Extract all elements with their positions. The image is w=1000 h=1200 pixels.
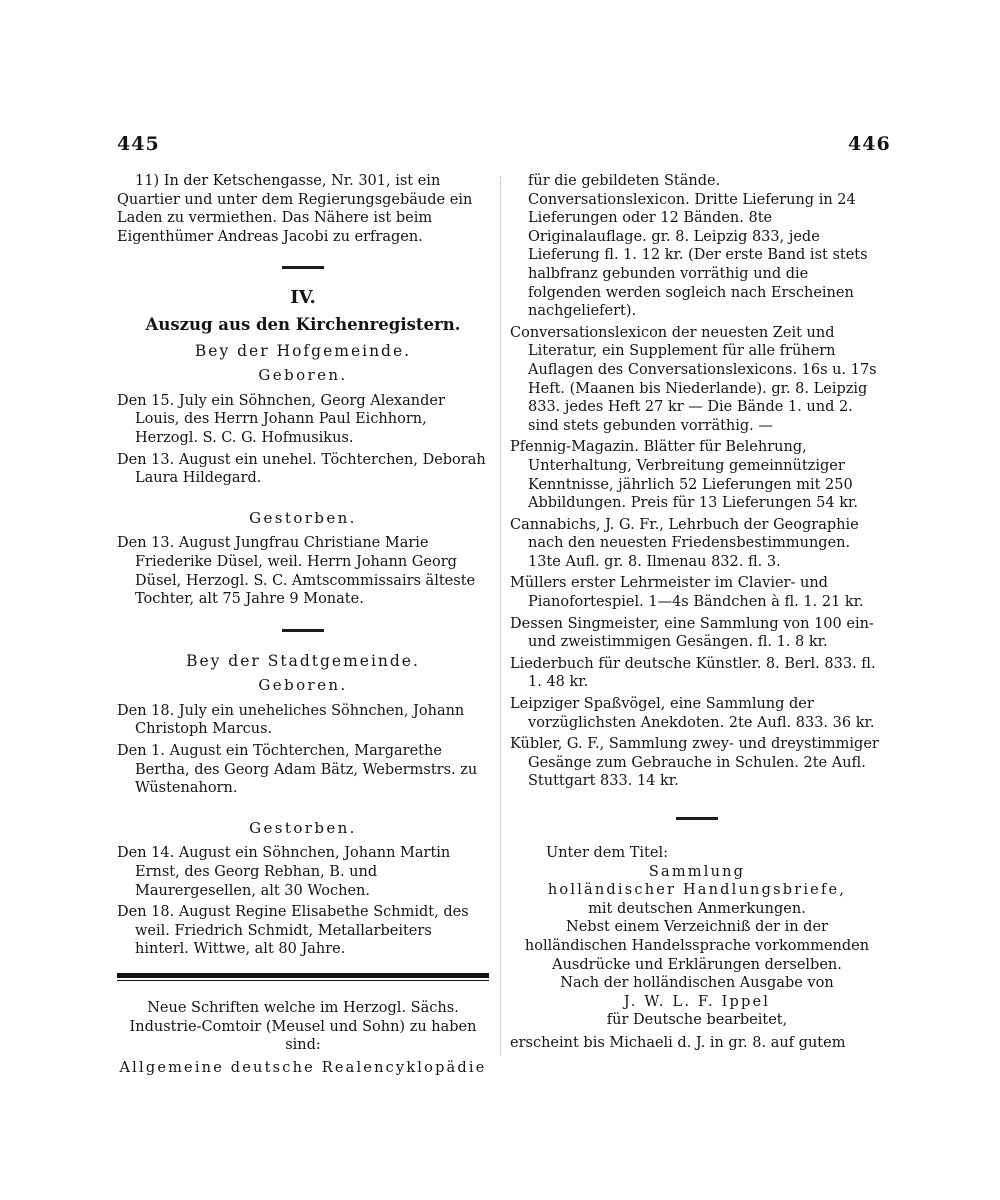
geboren-heading: Geboren.	[258, 366, 348, 385]
birth-entry: Den 15. July ein Söhnchen, Georg Alexander Louis, des Herrn Johann Paul Eichhorn, Herzogl. S. C. G. Hofmusikus.	[117, 392, 445, 446]
death-entry: Den 14. August ein Söhnchen, Johann Martin Ernst, des Georg Rebhan, B. und Maurergesellen, alt 30 Wochen.	[117, 845, 451, 899]
book-entry: Pfennig-Magazin. Blätter für Belehrung, Unterhaltung, Verbreitung gemeinnütziger Kenntnisse, jährlich 52 Lieferungen mit 250 Abbildungen. Preis für 13 Lieferungen 54 kr.	[510, 439, 858, 512]
section-title: Auszug aus den Kirchenregistern.	[145, 314, 461, 334]
book-entry: Müllers erster Lehrmeister im Clavier- und Pianofortespiel. 1—4s Bändchen à fl. 1. 21 kr.	[510, 575, 864, 611]
left-column	[117, 172, 489, 1077]
erscheint-line: erscheint bis Michaeli d. J. in gr. 8. auf gutem	[510, 1034, 846, 1051]
rental-notice: 11) In der Ketschengasse, Nr. 301, ist ein Quartier und unter dem Regierungsgebäude ein Laden zu vermiethen. Das Nähere ist beim Eigenthümer Andreas Jacobi zu erfragen.	[117, 173, 473, 245]
encyclopedia-continuation: für die gebildeten Stände. Conversationslexicon. Dritte Lieferung in 24 Lieferungen oder 12 Bänden. 8te Originalauflage. gr. 8. Leipzig 833, jede Lieferung fl. 1. 12 kr. (Der erste Band ist stets halbfranz gebunden vorräthig und die folgenden werden sogleich nach Erscheinen nachgeliefert).	[528, 173, 868, 320]
birth-entry: Den 13. August ein unehel. Töchterchen, Deborah Laura Hildegard.	[117, 451, 486, 487]
unter-dem-titel: Unter dem Titel:	[546, 845, 668, 861]
ausgabe-line: Nach der holländischen Ausgabe von	[560, 975, 834, 992]
hofgemeinde-heading: Bey der Hofgemeinde.	[194, 341, 412, 360]
new-publications-notice: Neue Schriften welche im Herzogl. Sächs. Industrie-Comtoir (Meusel und Sohn) zu haben sind:	[129, 1000, 477, 1054]
death-entry: Den 13. August Jungfrau Christiane Marie Friederike Düsel, weil. Herrn Johann Georg Düsel, Herzogl. S. C. Amtscommissairs älteste Tochter, alt 75 Jahre 9 Monate.	[117, 535, 476, 608]
book-entry: Dessen Singmeister, eine Sammlung von 100 ein- und zweistimmigen Gesängen. fl. 1. 8 kr.	[510, 615, 874, 651]
encyclopedia-title: Allgemeine deutsche Realencyklopädie	[119, 1059, 487, 1076]
nebst-description: Nebst einem Verzeichniß der in der holländischen Handelssprache vorkommenden Ausdrücke und Erklärungen derselben.	[524, 919, 870, 973]
book-entry: Leipziger Spaßvögel, eine Sammlung der vorzüglichsten Anekdoten. 2te Aufl. 833. 36 kr.	[510, 696, 875, 731]
page-number-left: 445	[117, 133, 160, 155]
birth-entry: Den 18. July ein uneheliches Söhnchen, Johann Christoph Marcus.	[117, 702, 465, 738]
book-entry: Liederbuch für deutsche Künstler. 8. Berl. 833. fl. 1. 48 kr.	[510, 655, 876, 691]
column-divider	[500, 176, 501, 1056]
handlungsbriefe-title: holländischer Handlungsbriefe,	[547, 882, 847, 899]
anmerkungen-line: mit deutschen Anmerkungen.	[588, 900, 806, 917]
book-entry: Kübler, G. F., Sammlung zwey- und dreystimmiger Gesänge zum Gebrauche in Schulen. 2te Aufl. Stuttgart 833. 14 kr.	[510, 736, 879, 790]
right-column	[510, 172, 884, 1053]
book-entry: Cannabichs, J. G. Fr., Lehrbuch der Geographie nach den neuesten Friedensbestimmungen. 13te Aufl. gr. 8. Ilmenau 832. fl. 3.	[510, 516, 859, 570]
stadtgemeinde-heading: Bey der Stadtgemeinde.	[186, 651, 420, 670]
gestorben-heading: Gestorben.	[249, 818, 357, 837]
bearbeitet-line: für Deutsche bearbeitet,	[606, 1012, 788, 1029]
separator-rule	[676, 817, 718, 820]
author-name: J. W. L. F. Ippel	[623, 993, 771, 1010]
separator-rule	[282, 266, 324, 269]
section-number: IV.	[290, 287, 316, 309]
death-entry: Den 18. August Regine Elisabethe Schmidt, des weil. Friedrich Schmidt, Metallarbeiters hinterl. Wittwe, alt 80 Jahre.	[117, 904, 469, 958]
separator-rule	[282, 629, 324, 632]
geboren-heading: Geboren.	[258, 676, 348, 695]
double-rule	[117, 973, 489, 981]
birth-entry: Den 1. August ein Töchterchen, Margarethe Bertha, des Georg Adam Bätz, Webermstrs. zu Wüstenahorn.	[117, 743, 478, 797]
gestorben-heading: Gestorben.	[249, 508, 357, 527]
book-entry: Conversationslexicon der neuesten Zeit und Literatur, ein Supplement für alle frühern Auflagen des Conversationslexicons. 16s u. 17s Heft. (Maanen bis Niederlande). gr. 8. Leipzig 833. jedes Heft 27 kr — Die Bände 1. und 2. sind stets gebunden vorräthig. —	[510, 324, 877, 434]
sammlung-title: Sammlung	[648, 863, 746, 880]
page-number-right: 446	[848, 133, 891, 155]
